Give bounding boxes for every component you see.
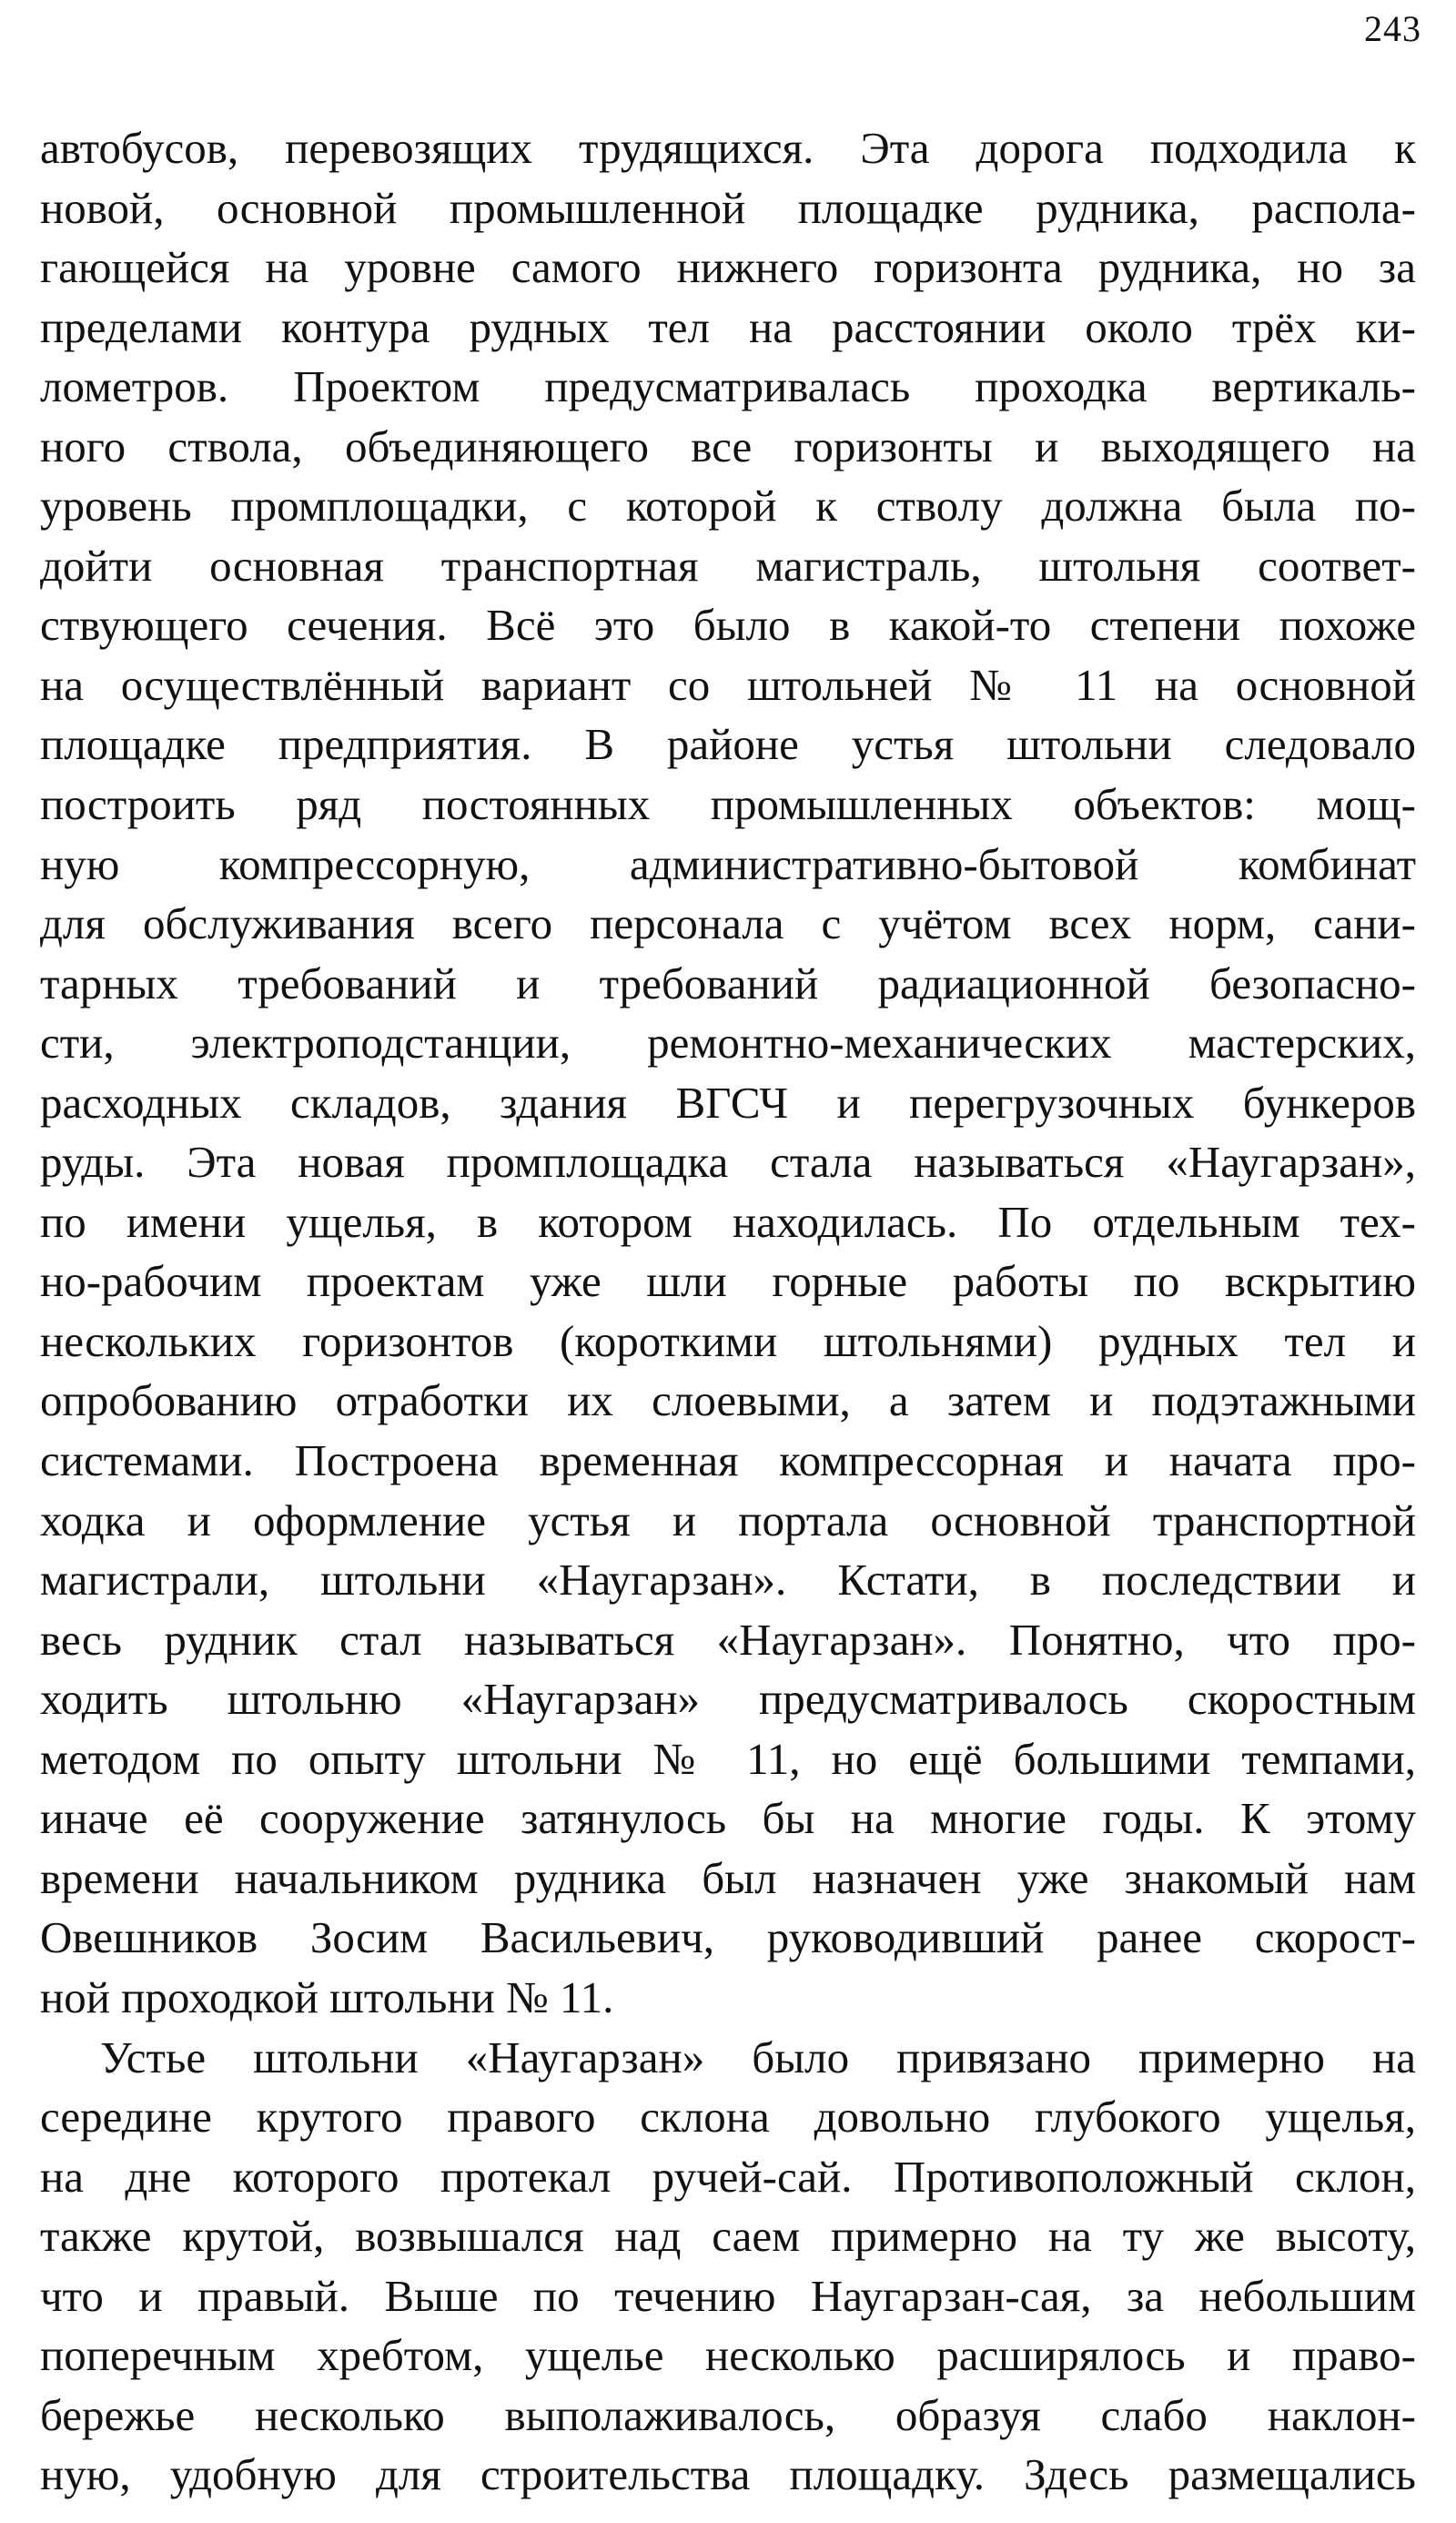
text-line: дойти основная транспортная магистраль, штольня соответ- [40, 540, 1416, 591]
text-line: методом по опыту штольни № 11, но ещё большими темпами, [40, 1733, 1416, 1784]
text-line: на осуществлённый вариант со штольней № 11 на основной [40, 659, 1416, 710]
text-line: новой, основной промышленной площадке рудника, распола- [40, 182, 1416, 233]
text-line: автобусов, перевозящих трудящихся. Эта дорога подходила к [40, 123, 1416, 173]
text-line: поперечным хребтом, ущелье несколько расширялось и право- [40, 2330, 1416, 2381]
text-line: лометров. Проектом предусматривалась проходка вертикаль- [40, 361, 1416, 412]
text-line: но-рабочим проектам уже шли горные работы по вскрытию [40, 1256, 1416, 1307]
text-line: нескольких горизонтов (короткими штольнями) рудных тел и [40, 1315, 1416, 1366]
text-line: ходить штольню «Наугарзан» предусматривалось скоростным [40, 1674, 1416, 1725]
text-line: построить ряд постоянных промышленных объектов: мощ- [40, 779, 1416, 830]
text-line: для обслуживания всего персонала с учётом всех норм, сани- [40, 898, 1416, 949]
text-line: ного ствола, объединяющего все горизонты и выходящего на [40, 420, 1416, 471]
text-line: системами. Построена временная компрессорная и начата про- [40, 1435, 1416, 1486]
text-line: на дне которого протекал ручей-сай. Противоположный склон, [40, 2151, 1416, 2202]
text-line: ной проходкой штольни № 11. [40, 1971, 614, 2022]
text-line: времени начальником рудника был назначен уже знакомый нам [40, 1852, 1416, 1903]
text-line: ходка и оформление устья и портала основной транспортной [40, 1495, 1416, 1545]
text-line: Овешников Зосим Васильевич, руководивший ранее скорост- [40, 1912, 1416, 1963]
page-number: 243 [1364, 8, 1421, 49]
text-line: гающейся на уровне самого нижнего горизонта рудника, но за [40, 242, 1416, 293]
text-line: ную компрессорную, административно-бытовой комбинат [40, 838, 1416, 889]
text-line: бережье несколько выполаживалось, образуя слабо наклон- [40, 2389, 1416, 2440]
text-line: расходных складов, здания ВГСЧ и перегрузочных бункеров [40, 1077, 1416, 1128]
text-line: что и правый. Выше по течению Наугарзан-сая, за небольшим [40, 2270, 1416, 2321]
text-line: сти, электроподстанции, ремонтно-механических мастерских, [40, 1018, 1416, 1069]
text-line: также крутой, возвышался над саем примерно на ту же высоту, [40, 2211, 1416, 2262]
text-line: ствующего сечения. Всё это было в какой-то степени похоже [40, 600, 1416, 651]
text-line: руды. Эта новая промплощадка стала называться «Наугарзан», [40, 1137, 1416, 1188]
text-line: середине крутого правого склона довольно глубокого ущелья, [40, 2092, 1416, 2143]
page-text-body [40, 118, 1416, 2505]
text-line: иначе её сооружение затянулось бы на многие годы. К этому [40, 1793, 1416, 1844]
text-line: уровень промплощадки, с которой к стволу должна была по- [40, 481, 1416, 532]
text-line: по имени ущелья, в котором находилась. По отдельным тех- [40, 1196, 1416, 1247]
text-line: тарных требований и требований радиационной безопасно- [40, 958, 1416, 1008]
text-line: опробованию отработки их слоевыми, а затем и подэтажными [40, 1375, 1416, 1426]
text-line: магистрали, штольни «Наугарзан». Кстати, в последствии и [40, 1555, 1416, 1606]
text-line: весь рудник стал называться «Наугарзан». Понятно, что про- [40, 1614, 1416, 1665]
text-line: Устье штольни «Наугарзан» было привязано примерно на [100, 2032, 1416, 2082]
text-line: пределами контура рудных тел на расстоянии около трёх ки- [40, 301, 1416, 352]
text-line: площадке предприятия. В районе устья штольни следовало [40, 719, 1416, 770]
text-line: ную, удобную для строительства площадку. Здесь размещались [40, 2449, 1416, 2500]
